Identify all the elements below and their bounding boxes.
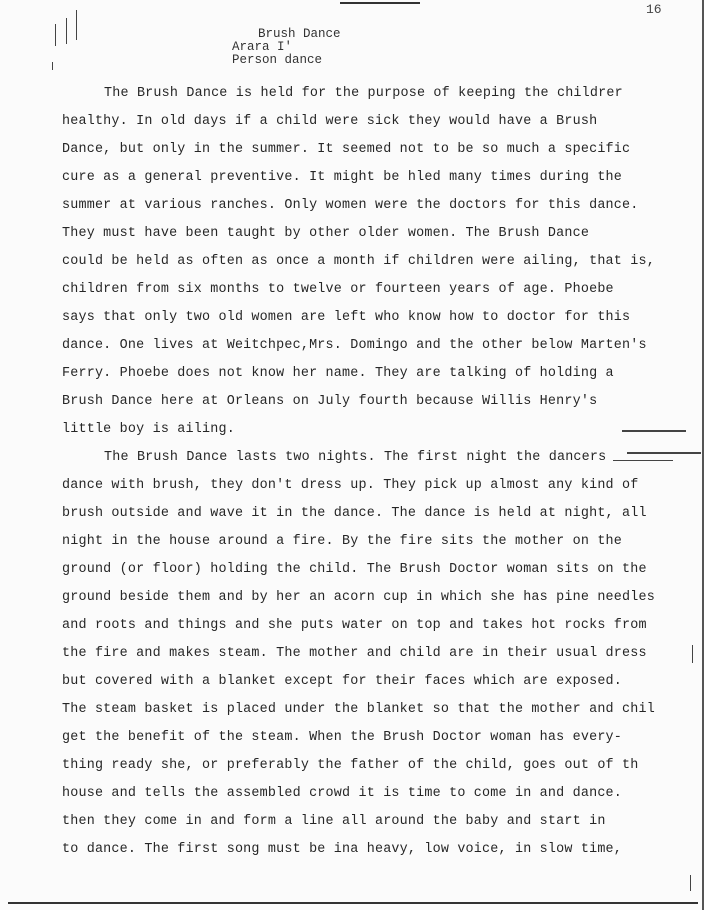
text-line: The steam basket is placed under the blanket so that the mother and chil [62, 702, 655, 717]
text-line: to dance. The first song must be ina heavy, low voice, in slow time, [62, 842, 623, 857]
text-line: ground (or floor) holding the child. The Brush Doctor woman sits on the [62, 562, 647, 577]
text-line: then they come in and form a line all around the baby and start in [62, 814, 606, 829]
text-line: Dance, but only in the summer. It seemed not to be so much a specific [62, 142, 631, 157]
text-line: night in the house around a fire. By the fire sits the mother on the [62, 534, 623, 549]
text-line: get the benefit of the steam. When the Brush Doctor woman has every- [62, 730, 623, 745]
ink-stroke [622, 430, 686, 432]
document-subtitle: Arara I' [232, 40, 293, 54]
text-line: cure as a general preventive. It might be hled many times during the [62, 170, 623, 185]
text-line: but covered with a blanket except for their faces which are exposed. [62, 674, 623, 689]
text-line: summer at various ranches. Only women were the doctors for this dance. [62, 198, 639, 213]
document-title: Brush Dance [258, 27, 341, 41]
text-line: thing ready she, or preferably the father of the child, goes out of th [62, 758, 639, 773]
text-line: the fire and makes steam. The mother and child are in their usual dress [62, 646, 647, 661]
text-line: could be held as often as once a month if children were ailing, that is, [62, 254, 655, 269]
text-line: says that only two old women are left who know how to doctor for this [62, 310, 631, 325]
page-number: 16 [646, 2, 662, 17]
ink-stroke [692, 645, 693, 663]
text-line: little boy is ailing. [62, 422, 235, 437]
text-line: children from six months to twelve or fourteen years of age. Phoebe [62, 282, 614, 297]
text-line: brush outside and wave it in the dance. The dance is held at night, all [62, 506, 647, 521]
text-line: dance. One lives at Weitchpec,Mrs. Domingo and the other below Marten's [62, 338, 647, 353]
text-line: The Brush Dance is held for the purpose of keeping the childrer [104, 86, 623, 101]
bottom-rule [8, 902, 698, 904]
text-line: ground beside them and by her an acorn cup in which she has pine needles [62, 590, 655, 605]
text-line: dance with brush, they don't dress up. They pick up almost any kind of [62, 478, 639, 493]
text-line: Ferry. Phoebe does not know her name. They are talking of holding a [62, 366, 614, 381]
ink-stroke [690, 875, 691, 891]
text-line: They must have been taught by other older women. The Brush Dance [62, 226, 590, 241]
text-line: and roots and things and she puts water on top and takes hot rocks from [62, 618, 647, 633]
document-subtitle: Person dance [232, 53, 323, 67]
text-line: healthy. In old days if a child were sick they would have a Brush [62, 114, 598, 129]
ink-stroke [613, 460, 673, 461]
text-line: Brush Dance here at Orleans on July fourth because Willis Henry's [62, 394, 598, 409]
ink-stroke [627, 452, 701, 454]
text-line: The Brush Dance lasts two nights. The first night the dancers [104, 450, 607, 465]
text-line: house and tells the assembled crowd it is time to come in and dance. [62, 786, 623, 801]
